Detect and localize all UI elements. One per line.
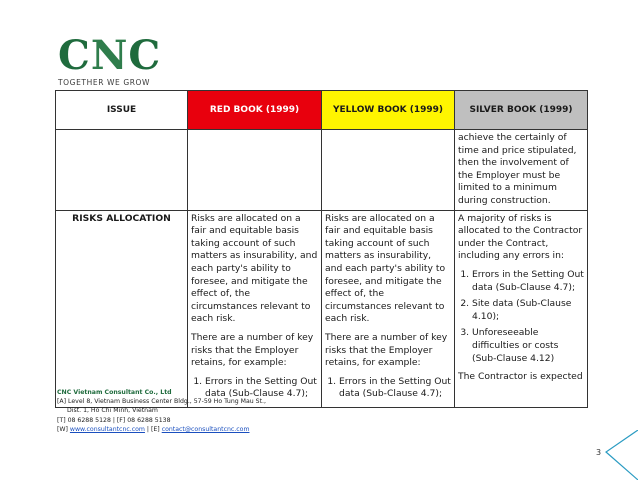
list-item: 3. Unforeseeable difficulties or costs (Sub-Clause 4.12): [472, 327, 584, 365]
footer-phone: [T] 08 6288 5128 | [F] 08 6288 5138: [57, 416, 171, 424]
email-link[interactable]: contact@consultantcnc.com: [161, 425, 250, 433]
row1-yellow-cell: [322, 130, 455, 211]
row1-silver-cell: achieve the certainly of time and price stipulated, then the involvement of the Employer must be limited to a minimum during construction.: [455, 130, 588, 211]
table-row: [56, 210, 588, 407]
list-item: 2. Site data (Sub-Clause 4.10);: [472, 298, 584, 323]
row1-issue-cell: [56, 130, 188, 211]
footer-web-prefix: [W]: [57, 425, 70, 433]
corner-chevron-shape: [606, 430, 638, 480]
yellow-paragraph-1: Risks are allocated on a fair and equitable basis taking account of such matters as insurability, and each party's ability to foresee, and mitigate the effect of, the circumstances relevant to each risk.: [325, 212, 446, 325]
table-row: [56, 130, 588, 211]
footer-address-line-1: [A] Level 8, Vietnam Business Center Bldg., 57-59 Ho Tung Mau St.,: [57, 398, 266, 406]
list-item: 1. Errors in the Setting Out data (Sub-Clause 4.7);: [339, 376, 451, 401]
header-issue: ISSUE: [56, 91, 188, 130]
comparison-table: [55, 90, 588, 408]
footer-contact: [57, 388, 266, 434]
table-header-row: [56, 91, 588, 130]
logo-letter-n: N: [90, 32, 129, 79]
footer-email-prefix: | [E]: [144, 425, 162, 433]
row1-red-cell: [188, 130, 322, 211]
list-item: 1. Errors in the Setting Out data (Sub-Clause 4.7);: [472, 269, 584, 294]
logo-letter-c2: C: [128, 32, 162, 79]
header-silver-book: SILVER BOOK (1999): [455, 91, 588, 130]
website-link[interactable]: www.consultantcnc.com: [69, 425, 145, 433]
silver-paragraph-1: A majority of risks is allocated to the Contractor under the Contract, including any errors in:: [458, 212, 583, 262]
logo-letter-c: C: [58, 32, 91, 79]
red-paragraph-2: There are a number of key risks that the Employer retains, for example:: [191, 331, 314, 369]
footer-company: CNC Vietnam Consultant Co., Ltd: [57, 389, 172, 396]
row2-red-cell: [188, 210, 322, 407]
red-paragraph-1: Risks are allocated on a fair and equitable basis taking account of such matters as insurability, and each party's ability to foresee, and mitigate the effect of, the circumstances relevant to each risk.: [191, 212, 318, 325]
yellow-paragraph-2: There are a number of key risks that the Employer retains, for example:: [325, 331, 448, 369]
list-item: 1. Errors in the Setting Out data (Sub-Clause 4.7);: [205, 376, 318, 401]
footer-address-line-2: Dist. 1, Ho Chi Minh, Vietnam: [67, 407, 158, 415]
header-yellow-book: YELLOW BOOK (1999): [322, 91, 455, 130]
row2-issue-cell: RISKS ALLOCATION: [56, 210, 188, 407]
silver-list: [458, 269, 584, 365]
header-red-book: RED BOOK (1999): [188, 91, 322, 130]
yellow-list: [325, 376, 451, 401]
page-corner-graphic: [586, 430, 638, 480]
logo-mark: [58, 32, 162, 79]
row2-silver-cell: [455, 210, 588, 407]
page-number: 3: [596, 448, 602, 457]
row2-yellow-cell: [322, 210, 455, 407]
silver-paragraph-2: The Contractor is expected: [458, 371, 583, 383]
company-logo: [58, 32, 162, 87]
logo-tagline: TOGETHER WE GROW: [58, 78, 151, 87]
footer-web-line: [57, 425, 266, 434]
